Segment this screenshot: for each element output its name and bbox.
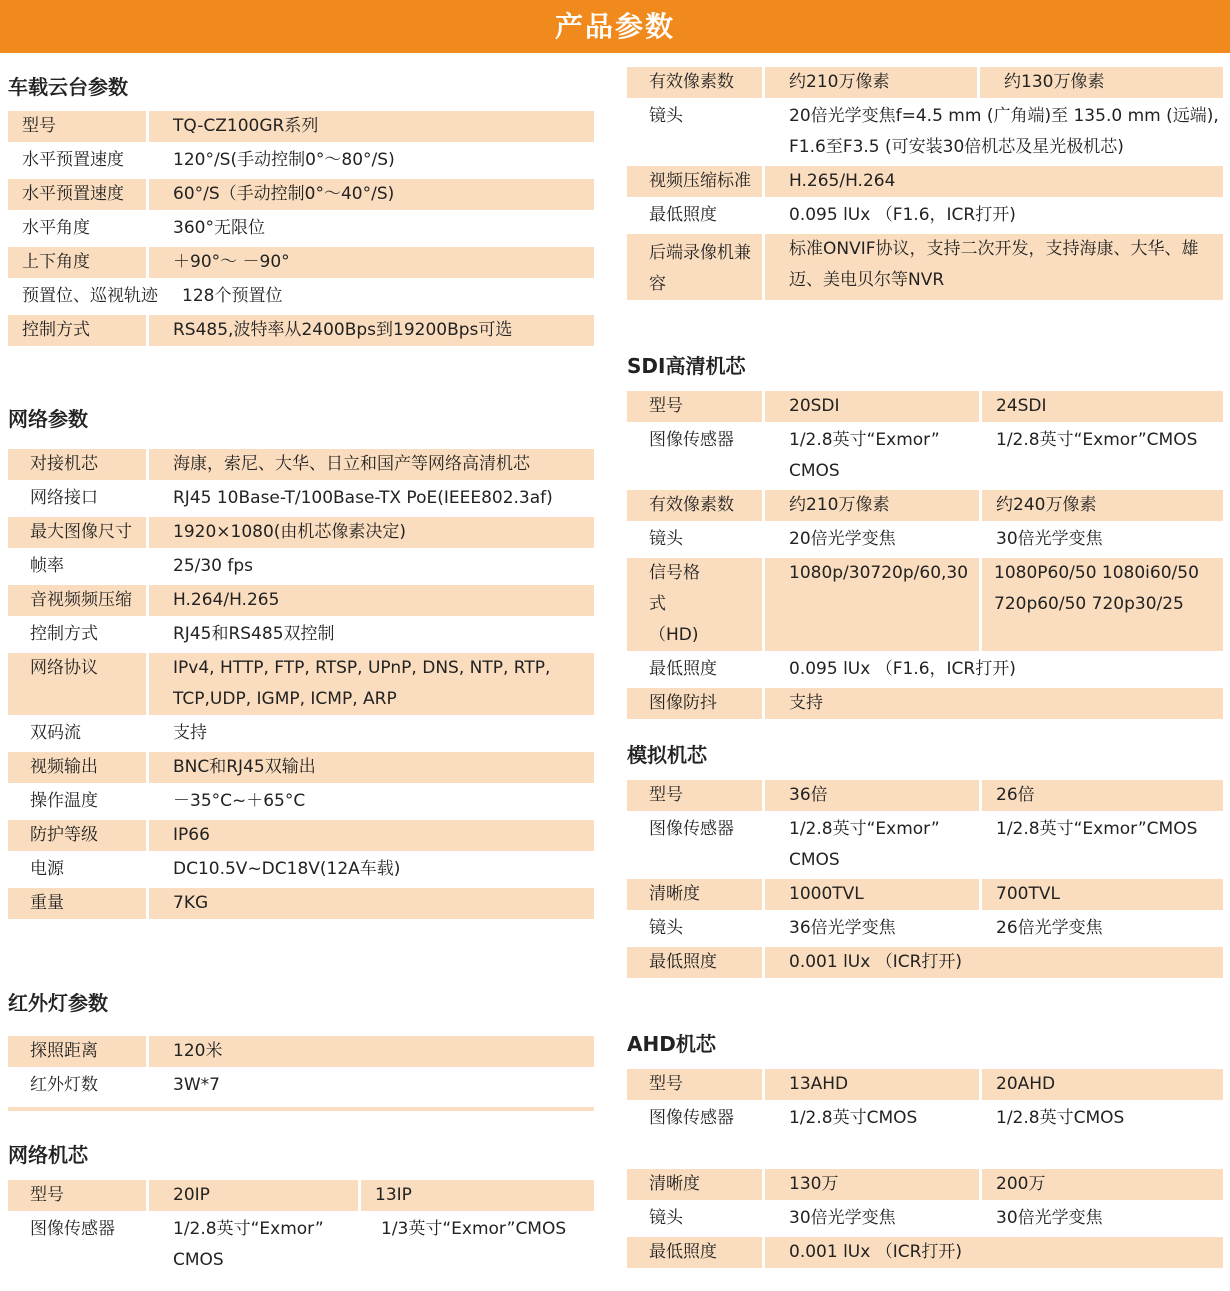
row-label: 电源 [8,851,146,885]
row-value-b: 1/2.8英寸CMOS [979,1100,1223,1134]
row-value: 0.095 lUx （F1.6，ICR打开) [762,651,1223,685]
row-label: 镜头 [627,98,762,163]
row-value-b: 24SDI [979,391,1223,422]
row-label: 红外灯数 [8,1067,146,1101]
row-value: DC10.5V~DC18V(12A车载) [146,851,594,885]
row-label: 操作温度 [8,783,146,817]
table-row [8,1067,594,1101]
table-row [627,1069,1223,1100]
page-header [0,0,1230,53]
table-row [627,1234,1223,1268]
row-value: 0.001 lUx （ICR打开) [762,1234,1223,1268]
section-title-ir: 红外灯参数 [8,991,108,1015]
row-value: －35°C~＋65°C [146,783,594,817]
row-value: 120米 [146,1036,594,1067]
table-row [627,780,1223,811]
table-row [627,651,1223,685]
table-row [8,514,594,548]
row-value-a: 36倍光学变焦 [762,910,979,944]
table-row [627,876,1223,910]
table-row [627,391,1223,422]
table-row [627,811,1223,876]
table-row [8,715,594,749]
row-value-b: 约240万像素 [979,487,1223,521]
row-value-a: 1/2.8英寸CMOS [762,1100,979,1134]
row-label: 视频输出 [8,749,146,783]
row-label: 预置位、巡视轨迹 [22,286,158,306]
table-row [8,1036,594,1067]
row-value-a: 13AHD [762,1069,979,1100]
table-row [8,650,594,715]
table-row [8,885,594,919]
table-row [8,142,594,176]
table-row [8,449,594,480]
row-value-b: 700TVL [979,876,1223,910]
row-value: 20倍光学变焦f=4.5 mm (广角端)至 135.0 mm (远端), F1.6至F3.5 (可安装30倍机芯及星光极机芯) [762,98,1223,163]
ptz-table [8,111,594,346]
row-value-b: 1080P60/50 1080i60/50 720p60/50 720p30/25 [979,555,1223,651]
row-value-a: 1/2.8英寸“Exmor” CMOS [762,422,979,487]
row-label: 镜头 [627,521,762,555]
table-row [8,176,594,210]
table-row [627,1200,1223,1234]
row-label: 控制方式 [8,312,146,346]
row-label-and-value [8,278,594,312]
table-row [8,1211,594,1276]
table-row [8,244,594,278]
row-label: 有效像素数 [627,487,762,521]
row-value: H.264/H.265 [146,582,594,616]
table-row [627,910,1223,944]
section-title-sdi: SDI高清机芯 [627,354,746,378]
table-row [8,210,594,244]
network-module-spec-table [627,67,1223,300]
row-value: H.265/H.264 [762,163,1223,197]
row-value-b: 30倍光学变焦 [979,521,1223,555]
section-title-analog: 模拟机芯 [627,743,707,767]
row-label: 型号 [8,111,146,142]
table-row [627,67,1223,98]
row-value: 标准ONVIF协议，支持二次开发，支持海康、大华、雄迈、美电贝尔等NVR [762,231,1223,300]
row-value-b: 1/3英寸“Exmor”CMOS [358,1211,594,1276]
row-value-b: 约130万像素 [977,67,1223,98]
table-row [627,197,1223,231]
row-label: 最低照度 [627,944,762,978]
row-value: RJ45 10Base-T/100Base-TX PoE(IEEE802.3af) [146,480,594,514]
table-row [8,278,594,312]
row-value-b: 30倍光学变焦 [979,1200,1223,1234]
row-label: 图像传感器 [627,811,762,876]
sdi-table [627,391,1223,719]
table-row [8,111,594,142]
table-row [627,944,1223,978]
row-label: 最低照度 [627,197,762,231]
row-value: RJ45和RS485双控制 [146,616,594,650]
table-row [627,1169,1223,1200]
row-label: 水平预置速度 [8,176,146,210]
table-row [8,817,594,851]
row-label: 防护等级 [8,817,146,851]
row-label: 重量 [8,885,146,919]
row-value-a: 36倍 [762,780,979,811]
row-label: 最大图像尺寸 [8,514,146,548]
table-row [8,548,594,582]
row-label: 镜头 [627,1200,762,1234]
row-value-a: 约210万像素 [762,67,977,98]
row-label: 网络接口 [8,480,146,514]
row-label: 探照距离 [8,1036,146,1067]
row-value-a: 1080p/30720p/60,30 [762,555,979,651]
row-label: 型号 [8,1180,146,1211]
row-label: 帧率 [8,548,146,582]
table-row [8,749,594,783]
row-value: 3W*7 [146,1067,594,1101]
row-label: 水平预置速度 [8,142,146,176]
row-label: 清晰度 [627,876,762,910]
row-value: 60°/S（手动控制0°～40°/S) [146,176,594,210]
table-row [8,480,594,514]
page-title: 产品参数 [554,10,675,43]
row-value: RS485,波特率从2400Bps到19200Bps可选 [146,312,594,346]
table-row [8,783,594,817]
row-value-a: 20IP [146,1180,358,1211]
table-row [8,616,594,650]
table-row [8,1180,594,1211]
row-value: 7KG [146,885,594,919]
section-title-ptz: 车载云台参数 [8,75,128,99]
section-title-net-module: 网络机芯 [8,1143,88,1167]
table-row [627,521,1223,555]
row-label: 清晰度 [627,1169,762,1200]
table-row [627,555,1223,651]
row-value-a: 1000TVL [762,876,979,910]
row-label: 网络协议 [8,650,146,715]
ahd-table [627,1069,1223,1134]
section-title-ahd: AHD机芯 [627,1032,716,1056]
row-label: 上下角度 [8,244,146,278]
row-value-a: 30倍光学变焦 [762,1200,979,1234]
row-value: 120°/S(手动控制0°～80°/S) [146,142,594,176]
row-label: 信号格式（HD) [627,555,762,651]
row-value-b: 1/2.8英寸“Exmor”CMOS [979,811,1223,876]
row-value: 128个预置位 [182,286,283,306]
row-value: TQ-CZ100GR系列 [146,111,594,142]
table-row [627,231,1223,300]
row-value: 1920×1080(由机芯像素决定) [146,514,594,548]
row-label: 音视频频压缩 [8,582,146,616]
row-value-b: 26倍 [979,780,1223,811]
row-value: 25/30 fps [146,548,594,582]
row-label: 图像传感器 [8,1211,146,1276]
row-value: ＋90°～ －90° [146,244,594,278]
row-value-a: 130万 [762,1169,979,1200]
row-label: 图像传感器 [627,1100,762,1134]
row-value: 支持 [146,715,594,749]
table-row [8,851,594,885]
section-title-network: 网络参数 [8,407,88,431]
ahd-table-2 [627,1169,1223,1268]
row-value-b: 20AHD [979,1069,1223,1100]
row-label: 图像传感器 [627,422,762,487]
row-label: 视频压缩标准 [627,163,762,197]
net-module-table [8,1180,594,1276]
row-value: 0.001 lUx （ICR打开) [762,944,1223,978]
row-value-b: 1/2.8英寸“Exmor”CMOS [979,422,1223,487]
ir-table [8,1036,594,1101]
table-row [627,685,1223,719]
row-label: 型号 [627,1069,762,1100]
row-value: IP66 [146,817,594,851]
row-value-b: 200万 [979,1169,1223,1200]
row-value: 360°无限位 [146,210,594,244]
row-label: 水平角度 [8,210,146,244]
row-value-a: 20SDI [762,391,979,422]
row-value: BNC和RJ45双输出 [146,749,594,783]
table-row [627,422,1223,487]
row-value-a: 约210万像素 [762,487,979,521]
row-value: 支持 [762,685,1223,719]
row-label: 镜头 [627,910,762,944]
row-value-a: 1/2.8英寸“Exmor” CMOS [146,1211,358,1276]
table-row [8,312,594,346]
row-label: 图像防抖 [627,685,762,719]
row-label: 双码流 [8,715,146,749]
table-row [8,582,594,616]
row-value-b: 13IP [358,1180,594,1211]
row-label: 控制方式 [8,616,146,650]
row-label: 最低照度 [627,1234,762,1268]
analog-table [627,780,1223,978]
row-value-b: 26倍光学变焦 [979,910,1223,944]
row-value-a: 20倍光学变焦 [762,521,979,555]
divider [8,1107,594,1111]
table-row [627,1100,1223,1134]
row-label: 后端录像机兼容 [627,231,762,300]
table-row [627,487,1223,521]
table-row [627,98,1223,163]
row-value: 海康，索尼、大华、日立和国产等网络高清机芯 [146,449,594,480]
row-label: 对接机芯 [8,449,146,480]
row-value: IPv4, HTTP, FTP, RTSP, UPnP, DNS, NTP, RTP, TCP,UDP, IGMP, ICMP, ARP [146,650,594,715]
network-table [8,449,594,919]
row-label: 型号 [627,391,762,422]
row-value-a: 1/2.8英寸“Exmor” CMOS [762,811,979,876]
row-value: 0.095 lUx （F1.6，ICR打开) [762,197,1223,231]
row-label: 最低照度 [627,651,762,685]
row-label: 有效像素数 [627,67,762,98]
table-row [627,163,1223,197]
row-label: 型号 [627,780,762,811]
